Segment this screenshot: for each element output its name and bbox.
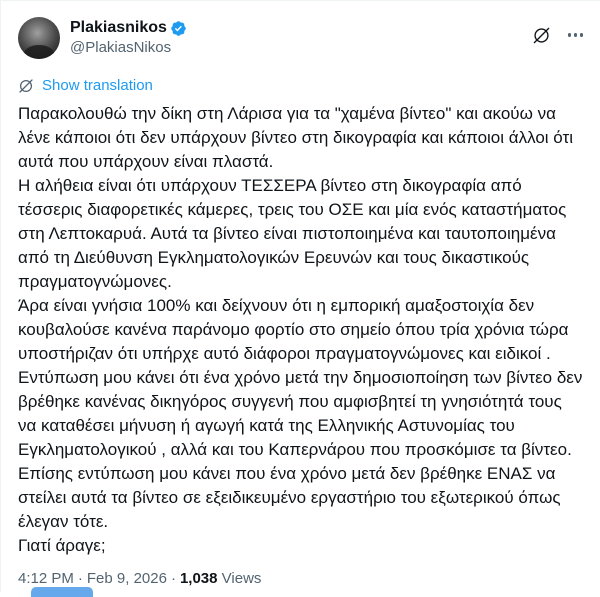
tweet-meta bbox=[18, 569, 583, 588]
tweet-header bbox=[18, 17, 583, 59]
views-label: Views bbox=[221, 570, 262, 587]
tweet-text-paragraph: Άρα είναι γνήσια 100% και δείχνουν ότι η εμπορική αμαξοστοιχία δεν κουβαλούσε κανένα παράνομο φορτίο στο σημείο όπου τρία χρόνια τώρα υποστήριζαν ότι υπήρχε αυτό διάφοροι πραγματογνώμονες και ειδικοί . bbox=[18, 296, 569, 363]
grok-icon[interactable] bbox=[532, 25, 552, 45]
views-count: 1,038 bbox=[179, 570, 218, 587]
show-translation-link[interactable] bbox=[18, 77, 583, 95]
tweet-text bbox=[18, 102, 583, 558]
post-time: 4:12 PM bbox=[18, 570, 74, 587]
author-identity bbox=[70, 17, 532, 58]
separator-dot: · bbox=[170, 570, 176, 587]
tweet-text-paragraph: Επίσης εντύπωση μου κάνει που ένα χρόνο μετά δεν βρέθηκε ΕΝΑΣ να στείλει αυτά τα βίντεο σε εξειδικευμένο εργαστήριο του εξωτερικού όπως έλεγαν τότε. bbox=[18, 464, 561, 531]
header-actions bbox=[532, 17, 584, 45]
author-handle[interactable]: @PlakiasNikos bbox=[70, 39, 172, 56]
author-name[interactable]: Plakiasnikos bbox=[70, 19, 167, 36]
more-menu-icon[interactable] bbox=[568, 29, 584, 41]
post-date: Feb 9, 2026 bbox=[86, 570, 167, 587]
tweet-text-paragraph: Η αλήθεια είναι ότι υπάρχουν ΤΕΣΣΕΡΑ βίντεο στη δικογραφία από τέσσερις διαφορετικές κάμερες, τρεις του ΟΣΕ και μία ενός καταστήματος στη Λεπτοκαρυά. Αυτά τα βίντεο είναι πιστοποιημένα και ταυτοποιημένα από τη Διεύθυνση Εγκληματολογικών Ερευνών και τους δικαστικούς πραγματογνώμονες. bbox=[18, 176, 567, 291]
tweet-text-paragraph: Παρακολουθώ την δίκη στη Λάρισα για τα "χαμένα βίντεο" και ακούω να λένε κάποιοι ότι δεν υπάρχουν βίντεο στη δικογραφία και κάποιοι άλλοι ότι αυτά που υπάρχουν είναι πλαστά. bbox=[18, 104, 573, 171]
separator-dot: · bbox=[77, 570, 83, 587]
translate-icon bbox=[18, 78, 34, 94]
tweet-text-paragraph: Εντύπωση μου κάνει ότι ένα χρόνο μετά την δημοσιοποίηση των βίντεο δεν βρέθηκε κανένας δικηγόρος συγγενή που αμφισβητεί τη γνησιότητά τους να καταθέσει μήνυση ή αγωγή κατά της Ελληνικής Αστυνομίας του Εγκληματολογικού , αλλά και του Καπερνάρου που προσκόμισε τα βίντεο. bbox=[18, 368, 583, 459]
show-translation-label: Show translation bbox=[42, 77, 153, 94]
partial-bottom-element[interactable] bbox=[31, 587, 93, 597]
tweet-text-paragraph: Γιατί άραγε; bbox=[18, 536, 106, 555]
verified-badge-icon bbox=[170, 20, 187, 37]
avatar[interactable] bbox=[18, 17, 60, 59]
